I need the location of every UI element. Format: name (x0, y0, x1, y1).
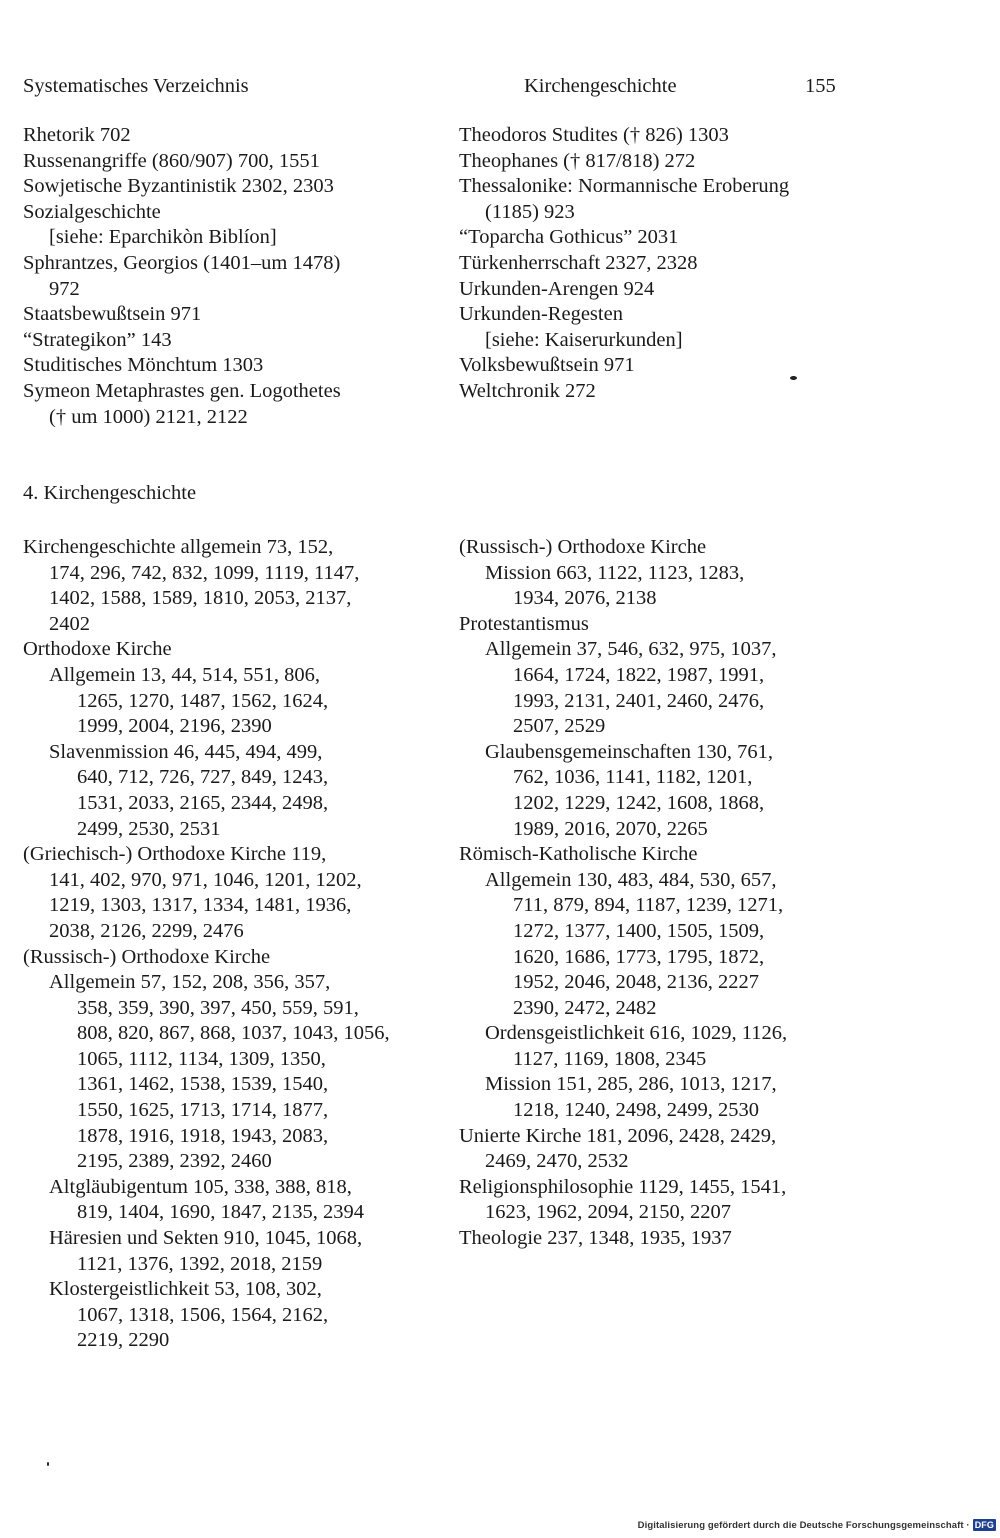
scan-speck (790, 376, 797, 380)
index-entry-line: “Strategikon” 143 (23, 328, 172, 351)
page-number: 155 (805, 75, 836, 97)
running-header-center: Kirchengeschichte (524, 75, 677, 97)
section-heading: 4. Kirchengeschichte (23, 482, 197, 504)
index-entry-line: (1185) 923 (485, 200, 575, 223)
scan-speck (47, 1462, 49, 1466)
index-entry-line: 2219, 2290 (77, 1329, 170, 1352)
index-entry-line: Türkenherrschaft 2327, 2328 (459, 251, 698, 274)
index-entry-line: 1623, 1962, 2094, 2150, 2207 (485, 1201, 731, 1224)
index-entry-line: 1202, 1229, 1242, 1608, 1868, (513, 791, 765, 814)
index-entry-line: 2469, 2470, 2532 (485, 1150, 629, 1173)
index-entry-line: 1550, 1625, 1713, 1714, 1877, (77, 1099, 329, 1122)
index-entry-line: 1402, 1588, 1589, 1810, 2053, 2137, (49, 587, 352, 610)
index-entry-line: Slavenmission 46, 445, 494, 499, (49, 740, 323, 763)
index-entry-line: Ordensgeistlichkeit 616, 1029, 1126, (485, 1022, 788, 1045)
index-entry-line: 1121, 1376, 1392, 2018, 2159 (77, 1252, 323, 1275)
index-entry-line: Glaubensgemeinschaften 130, 761, (485, 740, 774, 763)
index-entry-line: 1934, 2076, 2138 (513, 587, 657, 610)
index-entry-line: 1272, 1377, 1400, 1505, 1509, (513, 919, 765, 942)
index-entry-line: Symeon Metaphrastes gen. Logothetes (23, 379, 341, 402)
index-entry-line: 1127, 1169, 1808, 2345 (513, 1047, 707, 1070)
index-entry-line: 1878, 1916, 1918, 1943, 2083, (77, 1124, 329, 1147)
index-entry-line: 2038, 2126, 2299, 2476 (49, 919, 244, 942)
index-entry-line: Mission 151, 285, 286, 1013, 1217, (485, 1073, 777, 1096)
index-entry-line: Orthodoxe Kirche (23, 638, 172, 661)
dfg-logo: DFG (974, 1520, 994, 1530)
index-entry-line: 819, 1404, 1690, 1847, 2135, 2394 (77, 1201, 364, 1224)
index-entry-line: 1219, 1303, 1317, 1334, 1481, 1936, (49, 894, 352, 917)
index-entry-line: Weltchronik 272 (459, 379, 596, 402)
index-entry-line: Häresien und Sekten 910, 1045, 1068, (49, 1227, 363, 1250)
index-entry-line: 808, 820, 867, 868, 1037, 1043, 1056, (77, 1022, 390, 1045)
index-entry-line: Staatsbewußtsein 971 (23, 303, 202, 326)
index-entry-line: Protestantismus (459, 612, 589, 635)
index-entry-line: Allgemein 37, 546, 632, 975, 1037, (485, 638, 777, 661)
index-entry-line: [siehe: Kaiserurkunden] (485, 328, 683, 351)
index-entry-line: 762, 1036, 1141, 1182, 1201, (513, 766, 753, 789)
index-entry-line: († um 1000) 2121, 2122 (49, 405, 248, 428)
index-column-top-left (23, 123, 341, 430)
index-entry-line: 174, 296, 742, 832, 1099, 1119, 1147, (49, 561, 360, 584)
digitization-footer (638, 1519, 996, 1531)
index-entry-line: 1265, 1270, 1487, 1562, 1624, (77, 689, 329, 712)
index-entry-line: 1989, 2016, 2070, 2265 (513, 817, 708, 840)
index-entry-line: 1952, 2046, 2048, 2136, 2227 (513, 971, 759, 994)
index-entry-line: Allgemein 13, 44, 514, 551, 806, (49, 663, 321, 686)
index-entry-line: Religionsphilosophie 1129, 1455, 1541, (459, 1175, 787, 1198)
index-entry-line: Theodoros Studites († 826) 1303 (459, 124, 729, 146)
index-entry-line: 1620, 1686, 1773, 1795, 1872, (513, 945, 765, 968)
index-entry-line: (Russisch-) Orthodoxe Kirche (23, 945, 271, 968)
index-entry-line: Altgläubigentum 105, 338, 388, 818, (49, 1175, 352, 1198)
index-entry-line: Urkunden-Arengen 924 (459, 277, 655, 300)
index-entry-line: 1531, 2033, 2165, 2344, 2498, (77, 791, 329, 814)
index-entry-line: 1993, 2131, 2401, 2460, 2476, (513, 689, 765, 712)
index-entry-line: Klostergeistlichkeit 53, 108, 302, (49, 1278, 322, 1301)
index-entry-line: Thessalonike: Normannische Eroberung (459, 175, 790, 198)
index-entry-line: 2507, 2529 (513, 715, 606, 738)
index-entry-line: [siehe: Eparchikòn Biblíon] (49, 226, 277, 249)
index-entry-line: Studitisches Mönchtum 1303 (23, 354, 264, 377)
index-entry-line: 358, 359, 390, 397, 450, 559, 591, (77, 996, 359, 1019)
index-entry-line: Römisch-Katholische Kirche (459, 843, 698, 866)
index-entry-line: Unierte Kirche 181, 2096, 2428, 2429, (459, 1124, 777, 1147)
index-entry-line: 141, 402, 970, 971, 1046, 1201, 1202, (49, 868, 362, 891)
index-entry-line: 711, 879, 894, 1187, 1239, 1271, (513, 894, 784, 917)
index-entry-line: Urkunden-Regesten (459, 303, 623, 326)
index-entry-line: Rhetorik 702 (23, 124, 131, 146)
index-entry-line: 2499, 2530, 2531 (77, 817, 221, 840)
index-entry-line: Theologie 237, 1348, 1935, 1937 (459, 1227, 732, 1250)
index-column-bottom-right (459, 535, 787, 1252)
index-entry-line: 1999, 2004, 2196, 2390 (77, 715, 272, 738)
index-entry-line: Sowjetische Byzantinistik 2302, 2303 (23, 175, 334, 198)
index-entry-line: 1664, 1724, 1822, 1987, 1991, (513, 663, 765, 686)
index-entry-line: Allgemein 130, 483, 484, 530, 657, (485, 868, 777, 891)
index-column-top-right (459, 123, 789, 405)
index-entry-line: 1065, 1112, 1134, 1309, 1350, (77, 1047, 326, 1070)
index-entry-line: Sozialgeschichte (23, 200, 161, 223)
index-entry-line: 2390, 2472, 2482 (513, 996, 657, 1019)
index-entry-line: 2402 (49, 612, 90, 635)
index-entry-line: Allgemein 57, 152, 208, 356, 357, (49, 971, 331, 994)
index-entry-line: Sphrantzes, Georgios (1401–um 1478) (23, 251, 341, 274)
index-entry-line: 972 (49, 277, 80, 300)
running-header-left: Systematisches Verzeichnis (23, 75, 249, 97)
index-entry-line: 1361, 1462, 1538, 1539, 1540, (77, 1073, 329, 1096)
index-entry-line: Kirchengeschichte allgemein 73, 152, (23, 536, 334, 558)
index-entry-line: 1067, 1318, 1506, 1564, 2162, (77, 1303, 329, 1326)
index-entry-line: (Russisch-) Orthodoxe Kirche (459, 536, 707, 558)
index-entry-line: 2195, 2389, 2392, 2460 (77, 1150, 272, 1173)
index-entry-line: Theophanes († 817/818) 272 (459, 149, 696, 172)
index-column-bottom-left (23, 535, 390, 1354)
index-entry-line: 640, 712, 726, 727, 849, 1243, (77, 766, 329, 789)
index-entry-line: (Griechisch-) Orthodoxe Kirche 119, (23, 843, 327, 866)
index-entry-line: Volksbewußtsein 971 (459, 354, 635, 377)
index-entry-line: “Toparcha Gothicus” 2031 (459, 226, 679, 249)
footer-text: Digitalisierung gefördert durch die Deutsche Forschungsgemeinschaft · (637, 1519, 970, 1531)
index-entry-line: 1218, 1240, 2498, 2499, 2530 (513, 1099, 759, 1122)
index-entry-line: Russenangriffe (860/907) 700, 1551 (23, 149, 320, 172)
index-entry-line: Mission 663, 1122, 1123, 1283, (485, 561, 745, 584)
